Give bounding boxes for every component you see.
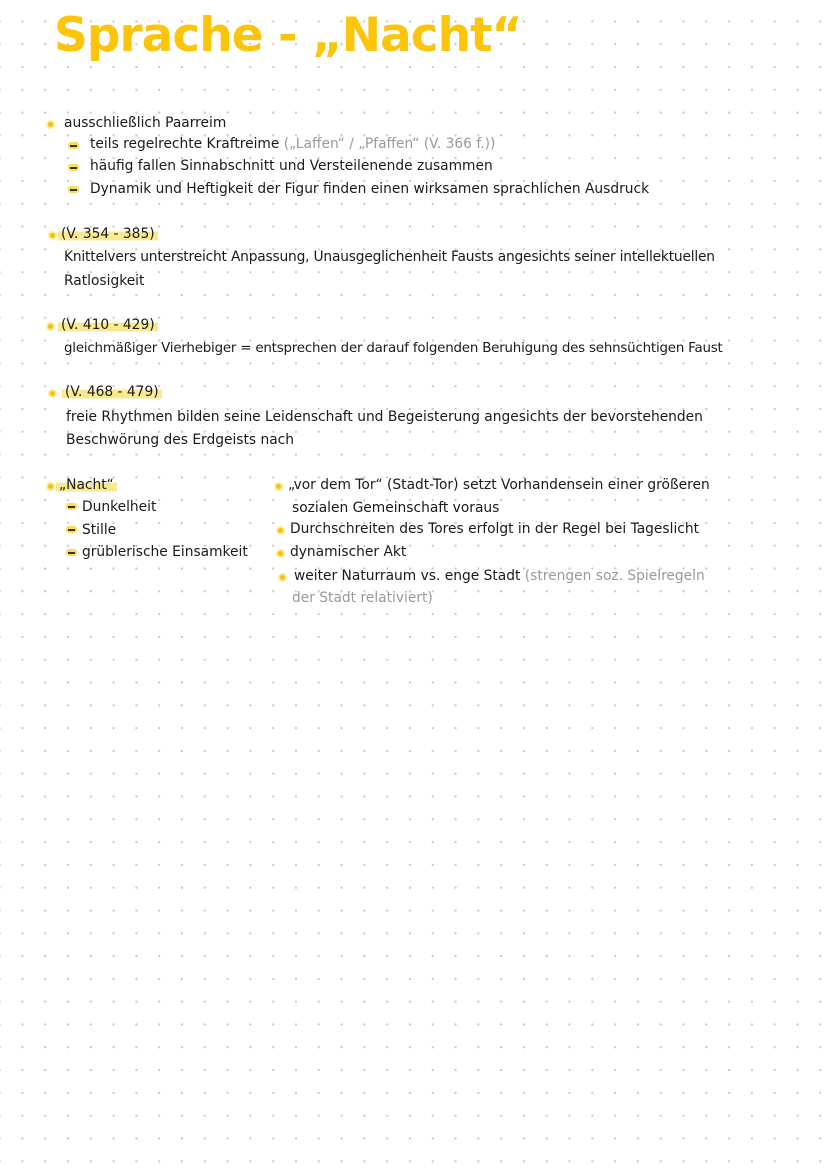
left-item: Dunkelheit <box>82 499 157 515</box>
section4-line2: Beschwörung des Erdgeists nach <box>66 432 295 448</box>
dash-icon <box>68 186 79 193</box>
bullet-icon <box>278 528 283 533</box>
section2-line2: Ratlosigkeit <box>64 273 145 289</box>
dash-icon <box>68 164 79 171</box>
section1-heading: ausschließlich Paarreim <box>64 115 227 131</box>
left-item: grüblerische Einsamkeit <box>82 544 248 560</box>
section1-item1 <box>90 135 495 153</box>
right-item4-main: weiter Naturraum vs. enge Stadt <box>294 568 521 584</box>
bullet-icon <box>50 391 55 396</box>
bullet-icon <box>276 484 281 489</box>
dash-icon <box>66 526 77 533</box>
dash-icon <box>68 142 79 149</box>
section2-line1: Knittelvers unterstreicht Anpassung, Unausgeglichenheit Fausts angesichts seiner intellektuellen <box>64 249 715 265</box>
dash-icon <box>66 549 77 556</box>
section4-label: (V. 468 - 479) <box>62 383 162 401</box>
bullet-icon <box>48 324 53 329</box>
right-item3: dynamischer Akt <box>290 544 407 560</box>
right-item1-line2: sozialen Gemeinschaft voraus <box>292 500 500 516</box>
section1-item3: Dynamik und Heftigkeit der Figur finden einen wirksamen sprachlichen Ausdruck <box>90 181 650 197</box>
right-item1-line1: „vor dem Tor“ (Stadt-Tor) setzt Vorhandensein einer größeren <box>288 477 710 493</box>
section3-line1: gleichmäßiger Vierhebiger = entsprechen der darauf folgenden Beruhigung des sehnsüchtigen Faust <box>64 341 723 356</box>
page-title: Sprache - „Nacht“ <box>54 8 522 63</box>
bullet-icon <box>50 233 55 238</box>
section1-item2: häufig fallen Sinnabschnitt und Versteilenende zusammen <box>90 158 493 174</box>
section4-line1: freie Rhythmen bilden seine Leidenschaft und Begeisterung angesichts der bevorstehenden <box>66 409 703 425</box>
bullet-icon <box>48 122 53 127</box>
left-item: Stille <box>82 522 117 538</box>
right-item4 <box>294 567 705 585</box>
section5-left-label: „Nacht“ <box>56 476 117 494</box>
bullet-icon <box>278 551 283 556</box>
bullet-icon <box>280 575 285 580</box>
right-item2: Durchschreiten des Tores erfolgt in der Regel bei Tageslicht <box>290 521 700 537</box>
right-item4-note: (strengen soz. Spielregeln <box>524 568 705 584</box>
section3-label: (V. 410 - 429) <box>58 316 158 334</box>
item1-note: („Laffen“ / „Pfaffen“ (V. 366 f.)) <box>283 136 496 152</box>
bullet-icon <box>48 484 53 489</box>
dash-icon <box>66 503 77 510</box>
right-item4-note2: der Stadt relativiert) <box>292 590 433 606</box>
item1-main: teils regelrechte Kraftreime <box>90 136 280 152</box>
section2-label: (V. 354 - 385) <box>58 225 158 243</box>
